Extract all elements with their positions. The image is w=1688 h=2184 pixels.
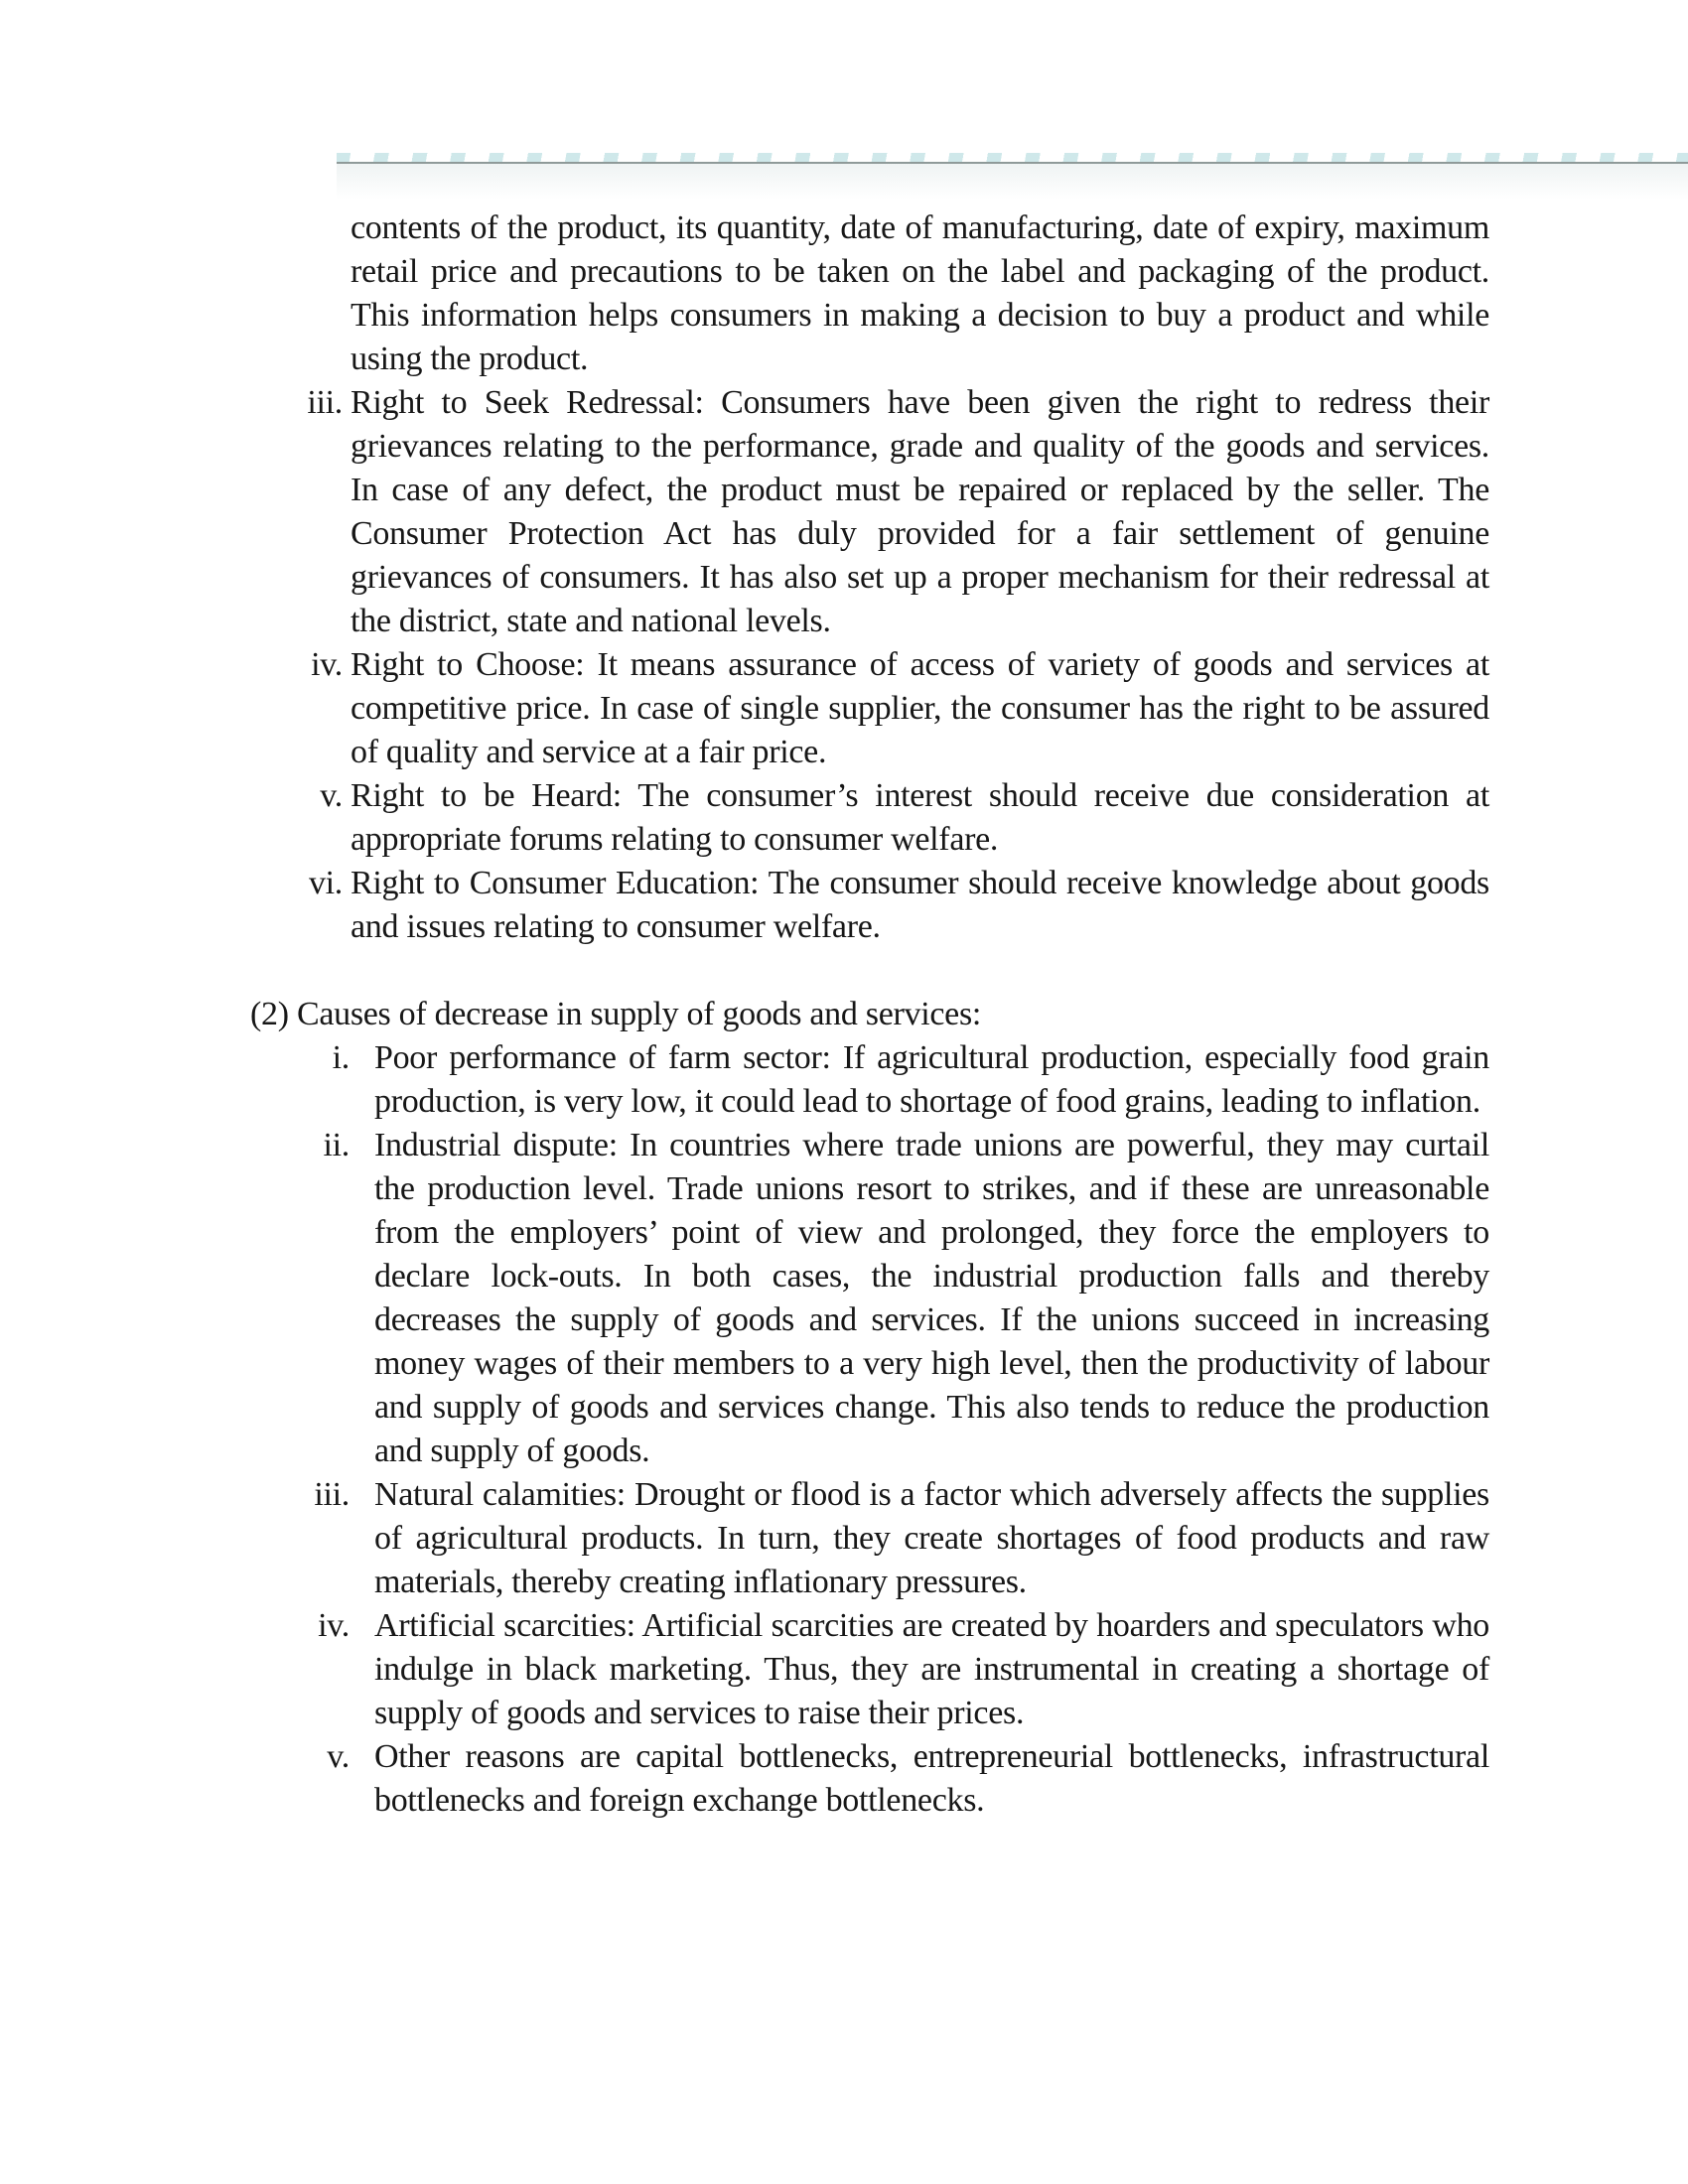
list-item	[0, 643, 1688, 774]
list-item	[0, 381, 1688, 643]
list-item	[0, 862, 1688, 949]
list-item-number: iii.	[314, 1476, 350, 1513]
list-item	[0, 774, 1688, 862]
list-item-number: i.	[332, 1039, 350, 1076]
list-item	[0, 1473, 1688, 1604]
paragraph-continuation: contents of the product, its quantity, date of manufacturing, date of expiry, maximum retail price and precautions to be taken on the label and packaging of the product. This information helps consumers in making a decision to buy a product and while using the product.	[351, 209, 1489, 377]
consumer-rights-list	[0, 381, 1688, 949]
list-item-text: Right to Consumer Education: The consumer should receive knowledge about goods and issues relating to consumer welfare.	[351, 865, 1489, 945]
list-item-number: v.	[327, 1738, 350, 1775]
list-item-number: iv.	[318, 1607, 350, 1644]
list-item	[0, 1735, 1688, 1823]
supply-decrease-causes-list	[0, 1036, 1688, 1823]
divider-shadow	[337, 164, 1688, 200]
list-item-text: Artificial scarcities: Artificial scarcities are created by hoarders and speculators who indulge in black marketing. Thus, they are instrumental in creating a shortage of supply of goods and services to raise their prices.	[374, 1607, 1489, 1731]
list-item	[0, 1124, 1688, 1473]
list-item-number: iii.	[307, 384, 343, 421]
list-item-number: ii.	[323, 1127, 350, 1163]
list-item-text: Natural calamities: Drought or flood is a factor which adversely affects the supplies of agricultural products. In turn, they create shortages of food products and raw materials, thereby creating inflationary pressures.	[374, 1476, 1489, 1600]
list-item-text: Poor performance of farm sector: If agricultural production, especially food grain production, is very low, it could lead to shortage of food grains, leading to inflation.	[374, 1039, 1489, 1120]
list-item-text: Industrial dispute: In countries where trade unions are powerful, they may curtail the production level. Trade unions resort to strikes, and if these are unreasonable from the employers’ point of view and prolonged, they force the employers to declare lock-outs. In both cases, the industrial production falls and thereby decreases the supply of goods and services. If the unions succeed in increasing money wages of their members to a very high level, then the productivity of labour and supply of goods and services change. This also tends to reduce the production and supply of goods.	[374, 1127, 1489, 1469]
section-heading: (2) Causes of decrease in supply of goods and services:	[250, 996, 982, 1032]
list-item-text: Right to Choose: It means assurance of access of variety of goods and services at competitive price. In case of single supplier, the consumer has the right to be assured of quality and service at a fair price.	[351, 646, 1489, 770]
highlight-marks	[337, 153, 1688, 162]
list-item-number: v.	[320, 777, 343, 814]
list-item	[0, 1036, 1688, 1124]
list-item-number: vi.	[308, 865, 343, 901]
list-item-text: Right to Seek Redressal: Consumers have been given the right to redress their grievances relating to the performance, grade and quality of the goods and services. In case of any defect, the product must be repaired or replaced by the seller. The Consumer Protection Act has duly provided for a fair settlement of genuine grievances of consumers. It has also set up a proper mechanism for their redressal at the district, state and national levels.	[351, 384, 1489, 639]
list-item-number: iv.	[311, 646, 343, 683]
list-item-text: Other reasons are capital bottlenecks, entrepreneurial bottlenecks, infrastructural bottlenecks and foreign exchange bottlenecks.	[374, 1738, 1489, 1819]
list-item	[0, 1604, 1688, 1735]
list-item-text: Right to be Heard: The consumer’s interest should receive due consideration at appropriate forums relating to consumer welfare.	[351, 777, 1489, 858]
page-content	[0, 206, 1688, 1823]
